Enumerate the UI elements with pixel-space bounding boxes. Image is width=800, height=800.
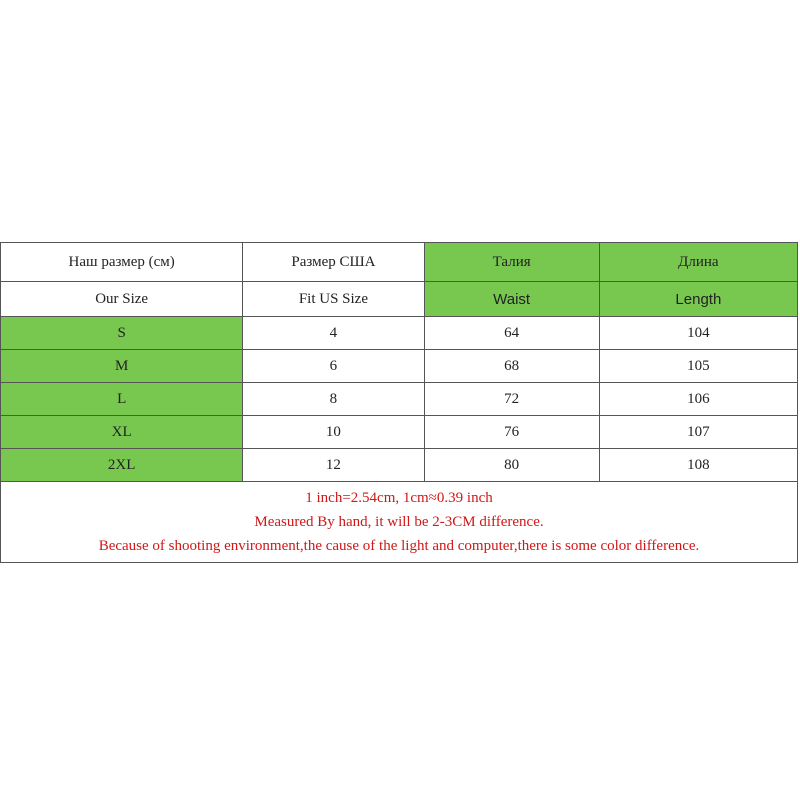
size-label-cell: M bbox=[1, 350, 243, 383]
waist-cell: 76 bbox=[424, 416, 599, 449]
us-size-cell: 6 bbox=[243, 350, 424, 383]
us-size-cell: 10 bbox=[243, 416, 424, 449]
size-label-cell: XL bbox=[1, 416, 243, 449]
length-cell: 108 bbox=[599, 449, 797, 482]
header-length-en: Length bbox=[599, 282, 797, 317]
length-cell: 105 bbox=[599, 350, 797, 383]
header-row-english bbox=[1, 282, 798, 317]
header-us-size-en: Fit US Size bbox=[243, 282, 424, 317]
us-size-cell: 4 bbox=[243, 317, 424, 350]
header-length-ru: Длина bbox=[599, 243, 797, 282]
header-our-size-ru: Наш размер (см) bbox=[1, 243, 243, 282]
waist-cell: 72 bbox=[424, 383, 599, 416]
table-row bbox=[1, 449, 798, 482]
notes-cell bbox=[1, 482, 798, 563]
length-cell: 107 bbox=[599, 416, 797, 449]
table-row bbox=[1, 350, 798, 383]
us-size-cell: 8 bbox=[243, 383, 424, 416]
header-us-size-ru: Размер США bbox=[243, 243, 424, 282]
notes-row bbox=[1, 482, 798, 563]
waist-cell: 64 bbox=[424, 317, 599, 350]
note-measurement: Measured By hand, it will be 2-3CM difference. bbox=[254, 514, 544, 530]
table-row bbox=[1, 383, 798, 416]
size-label-cell: L bbox=[1, 383, 243, 416]
waist-cell: 68 bbox=[424, 350, 599, 383]
header-row-russian bbox=[1, 243, 798, 282]
note-conversion: 1 inch=2.54cm, 1cm≈0.39 inch bbox=[305, 490, 493, 506]
table-row bbox=[1, 416, 798, 449]
header-waist-ru: Талия bbox=[424, 243, 599, 282]
header-our-size-en: Our Size bbox=[1, 282, 243, 317]
size-label-cell: S bbox=[1, 317, 243, 350]
length-cell: 104 bbox=[599, 317, 797, 350]
length-cell: 106 bbox=[599, 383, 797, 416]
table-row bbox=[1, 317, 798, 350]
waist-cell: 80 bbox=[424, 449, 599, 482]
note-color-difference: Because of shooting environment,the cause of the light and computer,there is some color difference. bbox=[98, 538, 700, 554]
size-label-cell: 2XL bbox=[1, 449, 243, 482]
header-waist-en: Waist bbox=[424, 282, 599, 317]
us-size-cell: 12 bbox=[243, 449, 424, 482]
size-chart-table bbox=[0, 242, 798, 563]
